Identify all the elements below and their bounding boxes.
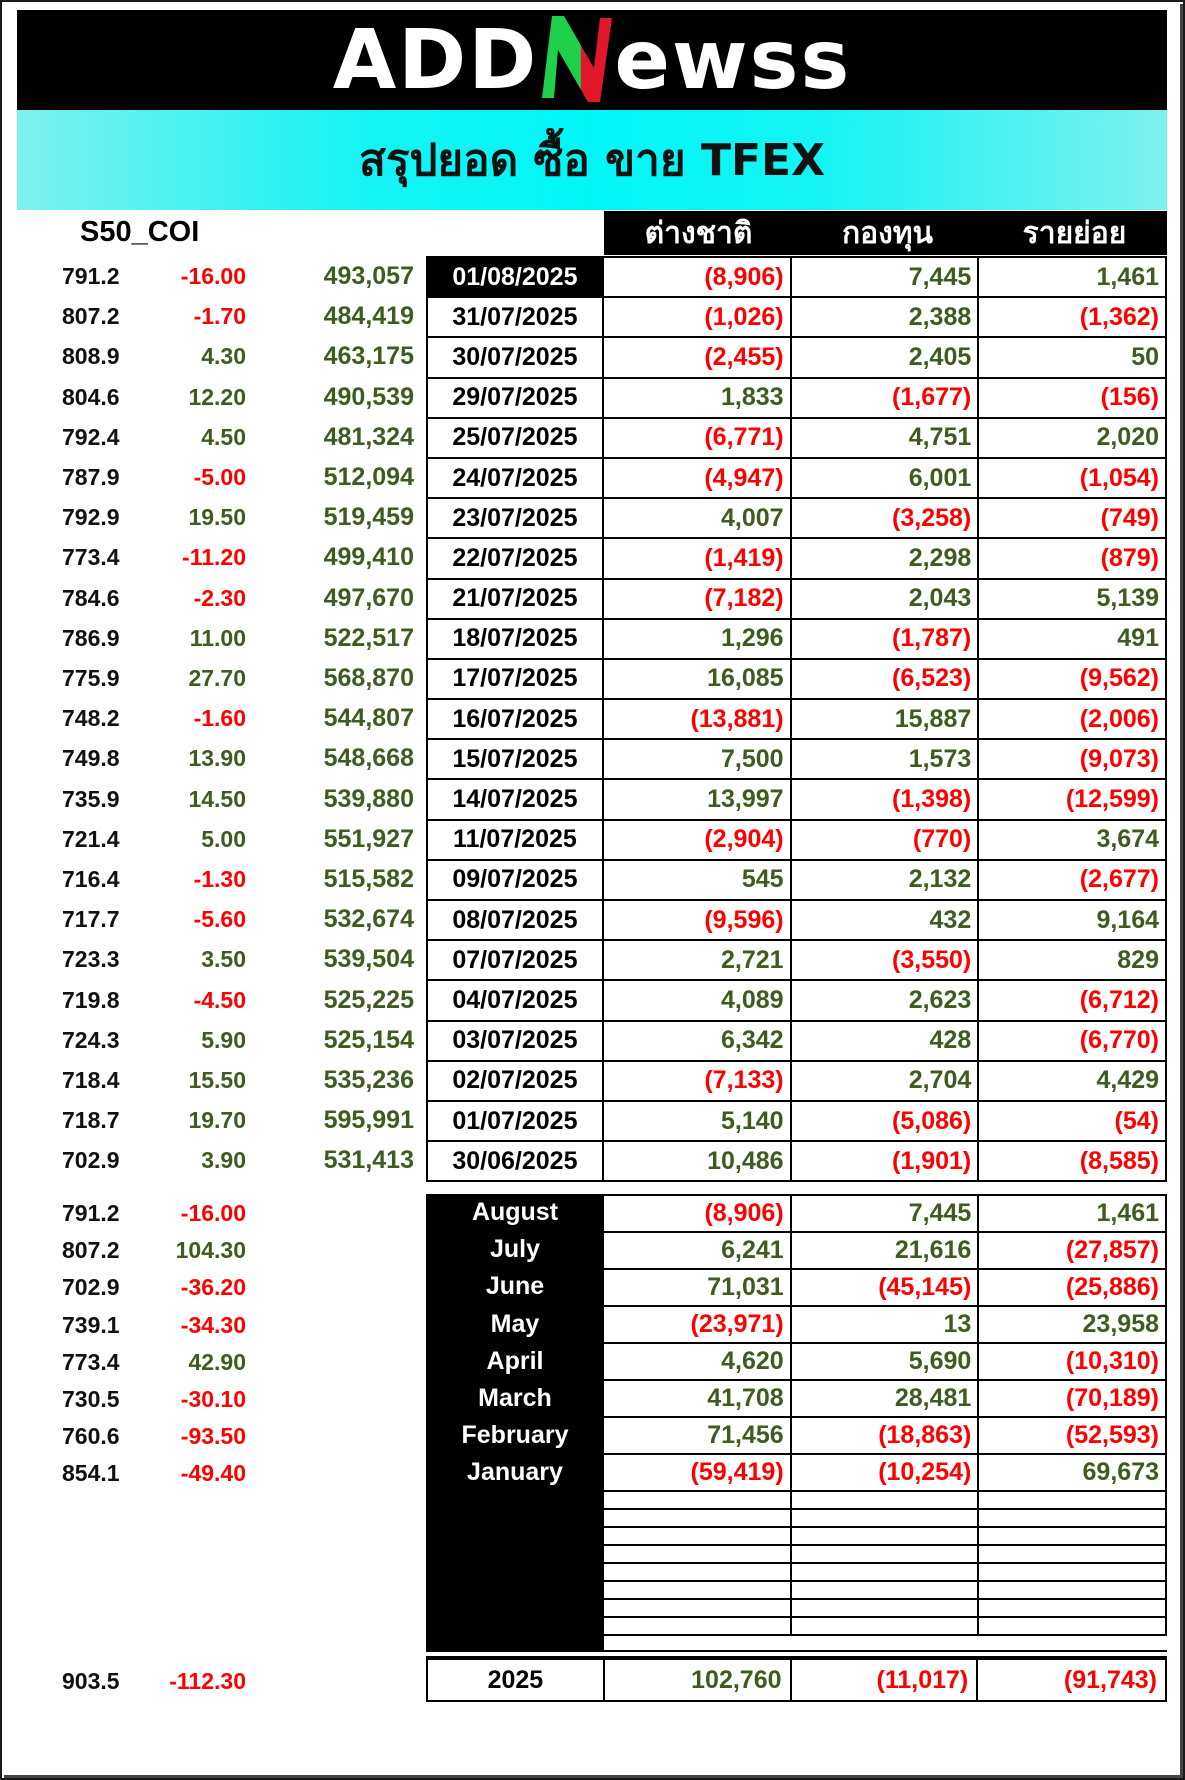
empty-cell xyxy=(603,1509,791,1527)
daily-coi: 548,668 xyxy=(323,744,414,773)
table-row xyxy=(603,1417,1166,1454)
date-cell: 11/07/2025 xyxy=(427,820,603,860)
addnewss-logo xyxy=(333,10,852,110)
daily-change: -5.00 xyxy=(193,464,246,490)
fund-cell: (1,787) xyxy=(791,619,979,659)
empty-row xyxy=(603,1581,1166,1599)
monthly-index: 739.1 xyxy=(62,1311,120,1338)
fund-cell: (3,258) xyxy=(791,498,979,538)
daily-index: 792.9 xyxy=(62,504,120,531)
total-divider xyxy=(426,1650,1167,1658)
empty-cell xyxy=(603,1581,791,1599)
daily-change: -11.20 xyxy=(182,544,246,571)
table-row xyxy=(427,337,1166,377)
monthly-index: 854.1 xyxy=(62,1460,120,1487)
logo-n-icon xyxy=(536,10,616,110)
daily-index: 723.3 xyxy=(62,946,120,973)
empty-cell xyxy=(603,1527,791,1545)
date-cell: 15/07/2025 xyxy=(427,739,603,779)
monthly-index: 791.2 xyxy=(62,1200,120,1226)
retail-cell: (12,599) xyxy=(978,779,1166,819)
retail-cell: 1,461 xyxy=(978,1195,1166,1232)
col-header-retail: รายย่อย xyxy=(982,211,1167,255)
daily-change: -2.30 xyxy=(193,584,246,611)
col-header-fund: กองทุน xyxy=(793,211,982,255)
month-label: June xyxy=(485,1272,545,1301)
retail-cell: (9,562) xyxy=(978,659,1166,699)
fund-cell: 2,043 xyxy=(791,579,979,619)
empty-row xyxy=(603,1599,1166,1617)
monthly-change: -34.30 xyxy=(180,1311,246,1338)
date-cell: 01/08/2025 xyxy=(427,257,603,297)
daily-index: 717.7 xyxy=(62,906,120,933)
daily-coi: 490,539 xyxy=(323,382,414,411)
month-label: March xyxy=(478,1384,552,1412)
table-row xyxy=(427,297,1166,337)
daily-index: 702.9 xyxy=(62,1147,120,1174)
month-label: August xyxy=(471,1198,559,1226)
daily-change: -5.60 xyxy=(193,906,246,933)
fund-cell: (770) xyxy=(791,820,979,860)
fund-cell: 7,445 xyxy=(791,1195,979,1232)
empty-cell xyxy=(603,1545,791,1563)
empty-cell xyxy=(978,1509,1166,1527)
monthly-table xyxy=(602,1194,1167,1636)
foreign-cell: 6,342 xyxy=(603,1021,791,1061)
foreign-cell: 7,500 xyxy=(603,739,791,779)
total-year: 2025 xyxy=(428,1660,605,1700)
foreign-cell: (7,182) xyxy=(603,579,791,619)
fund-cell: 432 xyxy=(791,900,979,940)
foreign-cell: 4,089 xyxy=(603,980,791,1020)
col-header-foreign: ต่างชาติ xyxy=(604,211,793,255)
foreign-cell: 71,031 xyxy=(603,1269,791,1306)
daily-change: 19.70 xyxy=(188,1107,246,1134)
retail-cell: (6,712) xyxy=(978,980,1166,1020)
empty-cell xyxy=(603,1599,791,1617)
empty-cell xyxy=(978,1563,1166,1581)
table-row xyxy=(603,1380,1166,1417)
foreign-cell: 41,708 xyxy=(603,1380,791,1417)
monthly-index: 773.4 xyxy=(62,1348,120,1375)
total-fund: (11,017) xyxy=(792,1660,979,1700)
table-row xyxy=(427,257,1166,297)
retail-cell: 491 xyxy=(978,619,1166,659)
title-banner xyxy=(17,110,1167,210)
fund-cell: 13 xyxy=(791,1306,979,1343)
daily-change: 5.90 xyxy=(201,1026,246,1053)
monthly-change: -36.20 xyxy=(180,1274,246,1301)
foreign-cell: 5,140 xyxy=(603,1101,791,1141)
daily-change: 4.50 xyxy=(201,423,246,450)
page-title: สรุปยอด ซื้อ ขาย TFEX xyxy=(358,135,826,186)
retail-cell: 9,164 xyxy=(978,900,1166,940)
table-row xyxy=(427,900,1166,940)
date-cell: 17/07/2025 xyxy=(427,659,603,699)
monthly-index: 760.6 xyxy=(62,1423,120,1450)
table-row xyxy=(427,860,1166,900)
table-row xyxy=(427,619,1166,659)
daily-coi: 535,236 xyxy=(323,1066,414,1094)
empty-row xyxy=(603,1527,1166,1545)
daily-index: 724.3 xyxy=(62,1026,120,1053)
fund-cell: 2,388 xyxy=(791,297,979,337)
daily-index: 792.4 xyxy=(62,423,120,450)
table-row xyxy=(427,498,1166,538)
daily-coi: 539,504 xyxy=(323,945,414,974)
daily-coi: 525,225 xyxy=(323,985,414,1014)
fund-cell: 2,298 xyxy=(791,538,979,578)
foreign-cell: (23,971) xyxy=(603,1306,791,1343)
daily-index: 791.2 xyxy=(62,263,120,289)
table-row xyxy=(603,1269,1166,1306)
table-row xyxy=(603,1454,1166,1491)
retail-cell: (27,857) xyxy=(978,1232,1166,1269)
daily-coi: 519,459 xyxy=(323,503,414,532)
total-index: 903.5 xyxy=(62,1668,120,1694)
daily-index: 716.4 xyxy=(62,866,120,892)
empty-cell xyxy=(791,1509,979,1527)
daily-change: 27.70 xyxy=(188,665,246,691)
foreign-cell: (7,133) xyxy=(603,1061,791,1101)
retail-cell: 50 xyxy=(978,337,1166,377)
foreign-cell: 4,620 xyxy=(603,1343,791,1380)
empty-cell xyxy=(978,1545,1166,1563)
fund-cell: 21,616 xyxy=(791,1232,979,1269)
daily-change: -4.50 xyxy=(193,986,246,1013)
foreign-cell: (4,947) xyxy=(603,458,791,498)
s50-coi-label: S50_COI xyxy=(80,216,200,248)
foreign-cell: 545 xyxy=(603,860,791,900)
foreign-cell: (2,904) xyxy=(603,820,791,860)
table-row xyxy=(427,659,1166,699)
daily-index: 808.9 xyxy=(62,343,120,370)
retail-cell: (52,593) xyxy=(978,1417,1166,1454)
monthly-change: -93.50 xyxy=(180,1423,246,1450)
retail-cell: (156) xyxy=(978,378,1166,418)
daily-index: 775.9 xyxy=(62,665,120,691)
daily-coi: 463,175 xyxy=(323,342,414,371)
total-row xyxy=(426,1658,1167,1702)
retail-cell: 829 xyxy=(978,940,1166,980)
daily-change: -1.60 xyxy=(193,705,246,732)
table-row xyxy=(427,1141,1166,1181)
date-cell: 07/07/2025 xyxy=(427,940,603,980)
table-row xyxy=(427,458,1166,498)
foreign-cell: 2,721 xyxy=(603,940,791,980)
daily-index: 784.6 xyxy=(62,584,120,611)
foreign-cell: 10,486 xyxy=(603,1141,791,1181)
empty-cell xyxy=(978,1581,1166,1599)
date-cell: 02/07/2025 xyxy=(427,1061,603,1101)
daily-change: 14.50 xyxy=(188,785,246,812)
date-cell: 14/07/2025 xyxy=(427,779,603,819)
retail-cell: 1,461 xyxy=(978,257,1166,297)
monthly-change: -49.40 xyxy=(180,1460,246,1487)
empty-cell xyxy=(791,1491,979,1509)
retail-cell: (9,073) xyxy=(978,739,1166,779)
daily-coi: 551,927 xyxy=(323,824,414,853)
retail-cell: (70,189) xyxy=(978,1380,1166,1417)
table-row xyxy=(427,579,1166,619)
month-label: July xyxy=(489,1235,541,1264)
fund-cell: 2,132 xyxy=(791,860,979,900)
foreign-cell: 4,007 xyxy=(603,498,791,538)
table-row xyxy=(427,820,1166,860)
logo-suffix: ewss xyxy=(614,12,852,108)
foreign-cell: 1,833 xyxy=(603,378,791,418)
fund-cell: (18,863) xyxy=(791,1417,979,1454)
date-cell: 21/07/2025 xyxy=(427,579,603,619)
daily-change: -16.00 xyxy=(180,263,246,289)
table-row xyxy=(603,1195,1166,1232)
daily-index: 787.9 xyxy=(62,464,120,490)
foreign-cell: (9,596) xyxy=(603,900,791,940)
table-row xyxy=(427,1101,1166,1141)
daily-coi: 568,870 xyxy=(323,664,414,692)
fund-cell: 28,481 xyxy=(791,1380,979,1417)
empty-row xyxy=(603,1545,1166,1563)
foreign-cell: (2,455) xyxy=(603,337,791,377)
retail-cell: 23,958 xyxy=(978,1306,1166,1343)
foreign-cell: (6,771) xyxy=(603,418,791,458)
fund-cell: 1,573 xyxy=(791,739,979,779)
retail-cell: (8,585) xyxy=(978,1141,1166,1181)
monthly-change: 104.30 xyxy=(175,1237,246,1264)
fund-cell: 7,445 xyxy=(791,257,979,297)
fund-cell: (6,523) xyxy=(791,659,979,699)
daily-index: 719.8 xyxy=(62,986,120,1013)
date-cell: 08/07/2025 xyxy=(427,900,603,940)
retail-cell: (749) xyxy=(978,498,1166,538)
empty-cell xyxy=(791,1599,979,1617)
empty-cell xyxy=(978,1599,1166,1617)
date-cell: 18/07/2025 xyxy=(427,619,603,659)
retail-cell: (879) xyxy=(978,538,1166,578)
date-cell: 30/07/2025 xyxy=(427,337,603,377)
foreign-cell: 16,085 xyxy=(603,659,791,699)
foreign-cell: (8,906) xyxy=(603,257,791,297)
table-row xyxy=(427,378,1166,418)
foreign-cell: 71,456 xyxy=(603,1417,791,1454)
date-cell: 22/07/2025 xyxy=(427,538,603,578)
monthly-change: 42.90 xyxy=(188,1348,246,1375)
month-label: May xyxy=(490,1309,540,1338)
month-label: January xyxy=(467,1458,563,1487)
date-cell: 16/07/2025 xyxy=(427,699,603,739)
monthly-change: -16.00 xyxy=(180,1200,246,1226)
retail-cell: 4,429 xyxy=(978,1061,1166,1101)
daily-change: -1.70 xyxy=(193,303,246,330)
daily-change: 11.00 xyxy=(189,624,246,651)
daily-change: 5.00 xyxy=(201,825,246,852)
month-label: February xyxy=(461,1421,569,1450)
retail-cell: (6,770) xyxy=(978,1021,1166,1061)
retail-cell: (1,362) xyxy=(978,297,1166,337)
logo-prefix: ADD xyxy=(332,12,539,108)
fund-cell: (45,145) xyxy=(791,1269,979,1306)
daily-change: 3.50 xyxy=(201,946,246,973)
daily-coi: 531,413 xyxy=(323,1146,414,1175)
daily-index: 721.4 xyxy=(62,825,120,852)
empty-row xyxy=(603,1617,1166,1635)
retail-cell: (1,054) xyxy=(978,458,1166,498)
empty-cell xyxy=(978,1527,1166,1545)
daily-coi: 499,410 xyxy=(323,543,414,572)
daily-coi: 522,517 xyxy=(323,623,414,652)
table-row xyxy=(427,538,1166,578)
daily-index: 718.4 xyxy=(62,1067,120,1093)
fund-cell: 4,751 xyxy=(791,418,979,458)
daily-coi: 493,057 xyxy=(323,262,414,290)
date-cell: 01/07/2025 xyxy=(427,1101,603,1141)
retail-cell: 2,020 xyxy=(978,418,1166,458)
empty-cell xyxy=(791,1617,979,1635)
daily-index: 786.9 xyxy=(62,624,120,651)
fund-cell: (5,086) xyxy=(791,1101,979,1141)
daily-coi: 497,670 xyxy=(323,583,414,612)
daily-coi: 484,419 xyxy=(323,302,414,331)
fund-cell: (10,254) xyxy=(791,1454,979,1491)
foreign-cell: 1,296 xyxy=(603,619,791,659)
daily-index: 735.9 xyxy=(62,785,120,812)
foreign-cell: (1,419) xyxy=(603,538,791,578)
daily-coi: 515,582 xyxy=(323,865,414,893)
daily-change: 4.30 xyxy=(201,343,246,370)
date-cell: 30/06/2025 xyxy=(427,1141,603,1181)
table-row xyxy=(427,418,1166,458)
empty-cell xyxy=(791,1527,979,1545)
daily-coi: 532,674 xyxy=(323,905,414,934)
retail-cell: 5,139 xyxy=(978,579,1166,619)
date-cell: 24/07/2025 xyxy=(427,458,603,498)
empty-cell xyxy=(791,1563,979,1581)
fund-cell: (1,901) xyxy=(791,1141,979,1181)
empty-cell xyxy=(603,1617,791,1635)
table-row xyxy=(427,1021,1166,1061)
fund-cell: 2,623 xyxy=(791,980,979,1020)
retail-cell: (10,310) xyxy=(978,1343,1166,1380)
date-cell: 09/07/2025 xyxy=(427,860,603,900)
foreign-cell: 13,997 xyxy=(603,779,791,819)
daily-coi: 539,880 xyxy=(323,784,414,813)
table-row xyxy=(427,779,1166,819)
daily-index: 718.7 xyxy=(62,1107,120,1134)
empty-cell xyxy=(603,1563,791,1581)
total-foreign: 102,760 xyxy=(605,1660,792,1700)
fund-cell: (1,677) xyxy=(791,378,979,418)
table-row xyxy=(427,980,1166,1020)
total-retail: (91,743) xyxy=(1063,1665,1157,1694)
date-cell: 23/07/2025 xyxy=(427,498,603,538)
retail-cell: (2,006) xyxy=(978,699,1166,739)
daily-coi: 595,991 xyxy=(323,1106,414,1135)
table-row xyxy=(603,1306,1166,1343)
empty-cell xyxy=(791,1545,979,1563)
fund-cell: 428 xyxy=(791,1021,979,1061)
fund-cell: (1,398) xyxy=(791,779,979,819)
foreign-cell: (13,881) xyxy=(603,699,791,739)
retail-cell: (54) xyxy=(978,1101,1166,1141)
fund-cell: 15,887 xyxy=(791,699,979,739)
empty-row xyxy=(603,1509,1166,1527)
table-row xyxy=(603,1232,1166,1269)
fund-cell: 6,001 xyxy=(791,458,979,498)
daily-table xyxy=(426,256,1167,1182)
empty-row xyxy=(603,1563,1166,1581)
daily-change: 12.20 xyxy=(188,383,246,410)
date-cell: 29/07/2025 xyxy=(427,378,603,418)
daily-index: 804.6 xyxy=(62,383,120,410)
table-row xyxy=(603,1343,1166,1380)
retail-cell: 3,674 xyxy=(978,820,1166,860)
foreign-cell: (8,906) xyxy=(603,1195,791,1232)
foreign-cell: 6,241 xyxy=(603,1232,791,1269)
fund-cell: 2,704 xyxy=(791,1061,979,1101)
retail-cell: (2,677) xyxy=(978,860,1166,900)
daily-coi: 512,094 xyxy=(323,463,414,491)
monthly-index: 730.5 xyxy=(62,1386,120,1412)
daily-coi: 544,807 xyxy=(323,704,414,733)
empty-cell xyxy=(978,1491,1166,1509)
empty-row xyxy=(603,1491,1166,1509)
date-cell: 25/07/2025 xyxy=(427,418,603,458)
daily-change: 19.50 xyxy=(188,504,246,531)
monthly-index: 702.9 xyxy=(62,1274,120,1301)
fund-cell: 5,690 xyxy=(791,1343,979,1380)
table-row xyxy=(427,739,1166,779)
foreign-cell: (1,026) xyxy=(603,297,791,337)
month-label: April xyxy=(486,1346,544,1375)
retail-cell: 69,673 xyxy=(978,1454,1166,1491)
total-change: -112.30 xyxy=(169,1668,246,1694)
daily-index: 748.2 xyxy=(62,705,120,732)
daily-change: 15.50 xyxy=(188,1067,246,1093)
table-row xyxy=(427,699,1166,739)
empty-cell xyxy=(603,1491,791,1509)
daily-index: 807.2 xyxy=(62,303,120,330)
date-cell: 03/07/2025 xyxy=(427,1021,603,1061)
logo-banner xyxy=(17,10,1167,110)
daily-index: 749.8 xyxy=(62,745,120,772)
monthly-change: -30.10 xyxy=(180,1386,246,1412)
fund-cell: 2,405 xyxy=(791,337,979,377)
monthly-index: 807.2 xyxy=(62,1237,120,1264)
table-row xyxy=(427,940,1166,980)
daily-change: 13.90 xyxy=(188,745,246,772)
empty-cell xyxy=(978,1617,1166,1635)
foreign-cell: (59,419) xyxy=(603,1454,791,1491)
daily-coi: 481,324 xyxy=(323,422,414,451)
daily-change: -1.30 xyxy=(193,866,246,892)
fund-cell: (3,550) xyxy=(791,940,979,980)
retail-cell: (25,886) xyxy=(978,1269,1166,1306)
table-row xyxy=(427,1061,1166,1101)
date-cell: 04/07/2025 xyxy=(427,980,603,1020)
daily-coi: 525,154 xyxy=(323,1025,414,1054)
daily-change: 3.90 xyxy=(201,1147,246,1174)
date-cell: 31/07/2025 xyxy=(427,297,603,337)
daily-index: 773.4 xyxy=(62,544,120,571)
empty-cell xyxy=(791,1581,979,1599)
